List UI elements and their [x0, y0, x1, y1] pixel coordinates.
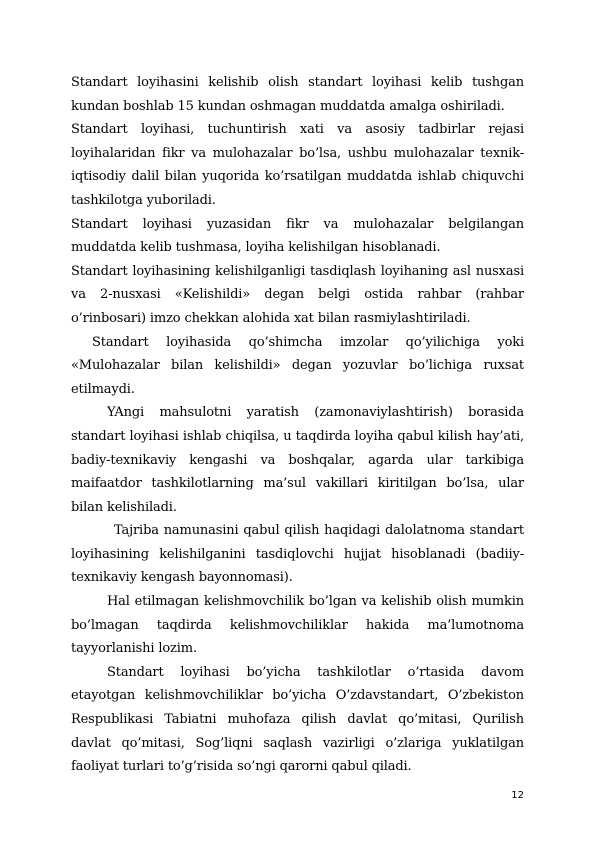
paragraph-default-approval: Standart loyihasi yuzasidan fikr va mulohazalar belgilangan muddatda kelib tushmasa, loyiha kelishilgan hisoblanadi.	[71, 216, 524, 256]
paragraph-prototype-acceptance: Tajriba namunasini qabul qilish haqidagi dalolatnoma standart loyihasining kelishilganini tasdiqlovchi hujjat hisoblanadi (badiiy-texnikaviy kengash bayonnomasi).	[71, 523, 524, 586]
paragraph-unresolved-disagreements: Hal etilmagan kelishmovchilik bo’lgan va kelishib olish mumkin bo’lmagan taqdirda kelishmovchiliklar hakida ma’lumotnoma tayyorlanishi lozim.	[71, 594, 524, 657]
document-body	[71, 71, 524, 779]
paragraph-final-decision: Standart loyihasi bo’yicha tashkilotlar o’rtasida davom etayotgan kelishmovchiliklar bo’yicha O’zdavstandart, O’zbekiston Respublikasi Tabiatni muhofaza qilish davlat qo’mitasi, Qurilish davlat qo’mitasi, Sog’liqni saqlash vazirligi o’zlariga yuklatilgan faoliyat turlari to’g’risida so’ngi qarorni qabul qiladi.	[71, 664, 524, 775]
paragraph-approval-deadline: Standart loyihasini kelishib olish standart loyihasi kelib tushgan kundan boshlab 15 kundan oshmagan muddatda amalga oshiriladi.	[71, 75, 524, 114]
paragraph-approval-formalization: Standart loyihasining kelishilganligi tasdiqlash loyihaning asl nusxasi va 2-nusxasi «Kelishildi» degan belgi ostida rahbar (rahbar o’rinbosari) imzo chekkan alohida xat bilan rasmiylashtiriladi.	[71, 263, 524, 326]
page-number: 12	[511, 790, 524, 801]
paragraph-extra-signatures: Standart loyihasida qo’shimcha imzolar qo’yilichiga yoki «Mulohazalar bilan kelishildi» degan yozuvlar bo’lichiga ruxsat etilmaydi.	[71, 334, 524, 397]
paragraph-new-product: YAngi mahsulotni yaratish (zamonaviylashtirish) borasida standart loyihasi ishlab chiqilsa, u taqdirda loyiha qabul kilish hay’ati, badiy-texnikaviy kengashi va boshqalar, agarda ular tarkibiga maifaatdor tashkilotlarning ma’sul vakillari kiritilgan bo’lsa, ular bilan kelishiladi.	[71, 405, 524, 515]
paragraph-comments-submission: Standart loyihasi, tuchuntirish xati va asosiy tadbirlar rejasi loyihalaridan fikr va mulohazalar bo’lsa, ushbu mulohazalar texnik-iqtisodiy dalil bilan yuqorida ko’rsatilgan muddatda ishlab chiquvchi tashkilotga yuboriladi.	[71, 122, 524, 208]
